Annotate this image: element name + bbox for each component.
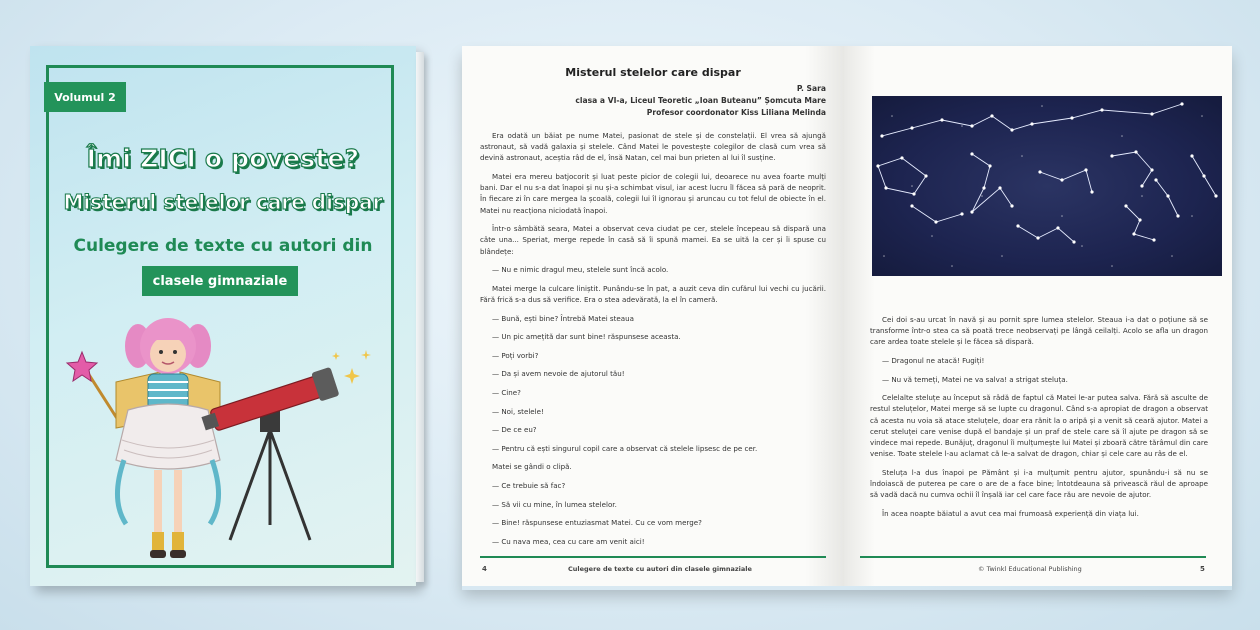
magic-wand-icon xyxy=(67,352,118,420)
paragraph: Într-o sâmbătă seara, Matei a observat ceva ciudat pe cer, stelele începeau să dispară una câte una... Speriat, merge repede în casă să îi spună mamei. Ea se uită la cer și îi spuse cu blândețe: xyxy=(480,224,826,256)
left-page-text xyxy=(480,130,826,554)
cover-illustration xyxy=(60,310,380,572)
paragraph: Era odată un băiat pe nume Matei, pasionat de stele și de constelații. El vrea să ajungă astronaut, să vadă galaxia și stelele. Când Matei le povestește colegilor de clasă cum vrea să devină astronaut, aceștia râd de el, însă Natan, cel mai bun prieten al lui îl susține. xyxy=(480,131,826,163)
author-name: P. Sara xyxy=(796,84,826,93)
dialogue-line: — Bună, ești bine? Întrebă Matei steaua xyxy=(492,313,634,323)
dialogue-line: — Nu vă temeți, Matei ne va salva! a strigat steluța. xyxy=(882,374,1068,384)
dialogue-line: — Un pic amețită dar sunt bine! răspunsese aceasta. xyxy=(492,332,681,342)
cover-collection-line: Culegere de texte cu autori din xyxy=(73,236,373,256)
constellation-image xyxy=(872,96,1222,276)
paragraph: Steluța l-a dus înapoi pe Pământ și i-a mulțumit pentru ajutor, spunându-i să nu se îndoiască de puterea pe care o are de a face bine; întotdeauna să privească răul de aproape să vadă dacă nu cumva ochii îl înșală iar cel care face rău are nevoie de ajutor. xyxy=(870,467,1208,500)
dialogue-line: — Dragonul ne atacă! Fugiți! xyxy=(882,356,985,365)
story-title: Misterul stelelor care dispar xyxy=(565,66,741,79)
author-school: clasa a VI-a, Liceul Teoretic „Ioan Buteanu” Șomcuta Mare xyxy=(575,96,826,105)
cover-subtitle: Misterul stelelor care dispar xyxy=(63,190,383,214)
coordinator: Profesor coordonator Kiss Liliana Melinda xyxy=(646,108,826,117)
constellations-icon xyxy=(872,96,1222,276)
left-page-number: 4 xyxy=(482,565,487,573)
dialogue-line: — Nu e nimic dragul meu, stelele sunt încă acolo. xyxy=(492,265,669,275)
dialogue-line: — Pentru că ești singurul copil care a observat că stelele lipsesc de pe cer. xyxy=(492,443,758,453)
dialogue-line: — Cu nava mea, cea cu care am venit aici! xyxy=(492,536,645,546)
dialogue-line: — Bine! răspunsese entuziasmat Matei. Cu ce vom merge? xyxy=(492,518,702,528)
paragraph: Celelalte steluțe au început să râdă de faptul că Matei le-ar putea salva. Fără să asculte de restul steluțelor, Matei merge să se lupte cu dragonul. Când s-a apropiat de dragon a observat că acesta nu voia să atace steluțele, doar era rănit la o aripă și a venit să ceară ajutor. Matei a cerut steluței care venise după el bandaje și un praf de stele care să îl ajute pe dragon să se vindece mai repede. Bunăjuț, dragonul îi mulțumește lui Matei și zboară către tărâmul din care venise. Toate stelele l-au aclamat că le-a salvat de dragon, chiar și cele care au râs de el. xyxy=(870,393,1208,459)
cover-title: Îmi ZICI o poveste? xyxy=(86,144,360,173)
right-footer-rule xyxy=(860,556,1206,558)
dialogue-line: — Noi, stelele! xyxy=(492,406,544,416)
volume-badge: Volumul 2 xyxy=(44,82,126,112)
sparkle-icon xyxy=(332,350,371,384)
story-credits xyxy=(480,83,826,119)
dialogue-line: — Ce trebuie să fac? xyxy=(492,480,566,490)
right-page-number: 5 xyxy=(1200,565,1205,573)
dialogue-line: — Poți vorbi? xyxy=(492,350,539,360)
dialogue-line: — Să vii cu mine, în lumea stelelor. xyxy=(492,499,617,509)
left-footer-rule xyxy=(480,556,826,558)
paragraph: Cei doi s-au urcat în navă și au pornit spre lumea stelelor. Steaua i-a dat o poțiune să se transforme într-o stea ca să poată trece neobservați pe lângă ceilalți. Acolo se afla un dragon care ardea toate stelele și le făcea să dispară. xyxy=(870,315,1208,347)
paragraph: Matei era mereu batjocorit și luat peste picior de colegii lui, deoarece nu avea foarte mulți bani. Dar el nu s-a dat înapoi și nu și-a schimbat visul, iar acest lucru îl făcea să pară de neoprit. În fiecare zi în care mergea la școală, colegii lui îl ignorau și aruncau cu tot felul de obiecte în el. Matei nu reacționa niciodată înapoi. xyxy=(480,172,826,215)
paragraph: Matei merge la culcare liniștit. Punându-se în pat, a auzit ceva din cufărul lui vechi cu jucării. Fără frică s-a dus să verifice. Era o stea adevărată, la el în cameră. xyxy=(480,283,826,304)
right-page-text xyxy=(870,314,1208,526)
dialogue-line: — De ce eu? xyxy=(492,425,537,435)
right-footer-text: © Twinkl Educational Publishing xyxy=(978,565,1082,573)
cover-page-edges xyxy=(416,52,424,582)
left-footer-text: Culegere de texte cu autori din clasele gimnaziale xyxy=(568,565,752,573)
dialogue-line: — Cine? xyxy=(492,387,521,397)
paragraph: În acea noapte băiatul a avut cea mai frumoasă experiență din viața lui. xyxy=(882,508,1139,518)
dialogue-line: — Da și avem nevoie de ajutorul tău! xyxy=(492,369,625,379)
grades-badge: clasele gimnaziale xyxy=(142,266,298,296)
paragraph: Matei se gândi o clipă. xyxy=(492,462,572,472)
